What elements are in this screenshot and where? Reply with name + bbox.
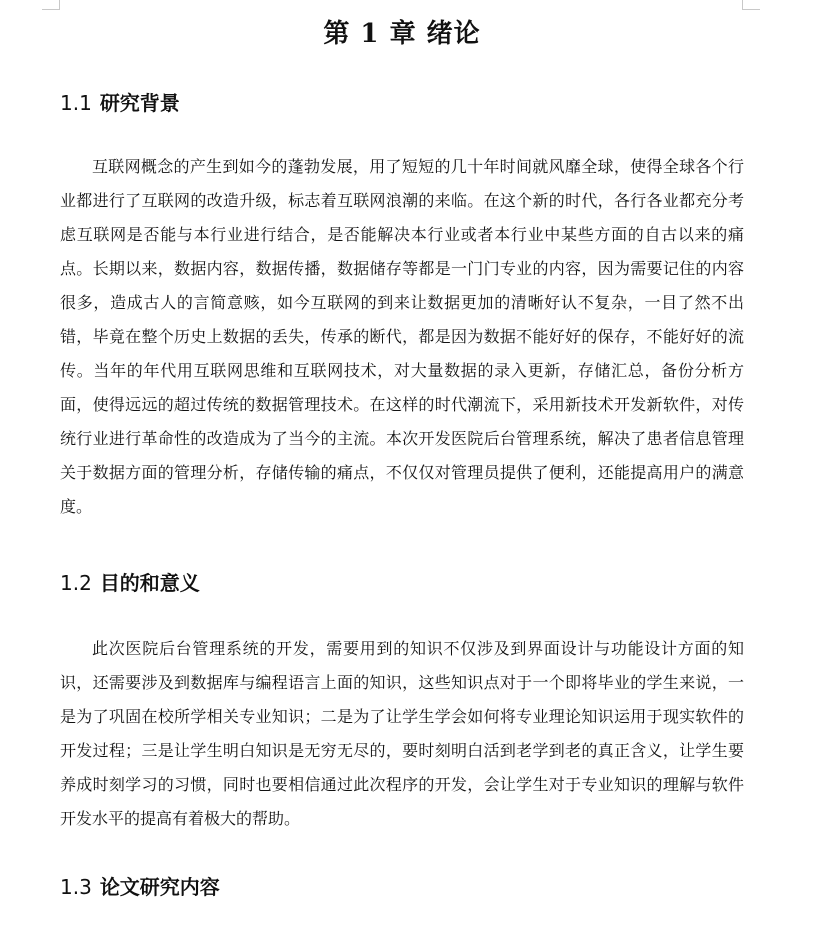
chapter-title: 第 1 章 绪论 [323, 19, 481, 49]
section-heading-purpose-significance [60, 568, 200, 598]
section-number: 1.3 [60, 875, 92, 899]
section-title: 论文研究内容 [99, 875, 220, 899]
section-title: 目的和意义 [99, 571, 200, 595]
page-corner-marker-right [742, 0, 760, 10]
section-number: 1.1 [60, 91, 92, 115]
section-title: 研究背景 [99, 91, 180, 115]
section-heading-research-content [60, 872, 220, 902]
section-number: 1.2 [60, 571, 92, 595]
purpose-significance-paragraph: 此次医院后台管理系统的开发，需要用到的知识不仅涉及到界面设计与功能设计方面的知识，还需要涉及到数据库与编程语言上面的知识，这些知识点对于一个即将毕业的学生来说，一是为了巩固在校所学相关专业知识；二是为了让学生学会如何将专业理论知识运用于现实软件的开发过程；三是让学生明白知识是无穷无尽的，要时刻明白活到老学到老的真正含义，让学生要养成时刻学习的习惯，同时也要相信通过此次程序的开发，会让学生对于专业知识的理解与软件开发水平的提高有着极大的帮助。 [60, 639, 744, 828]
page-corner-marker-left [42, 0, 60, 10]
research-background-paragraph: 互联网概念的产生到如今的蓬勃发展，用了短短的几十年时间就风靡全球，使得全球各个行业都进行了互联网的改造升级，标志着互联网浪潮的来临。在这个新的时代，各行各业都充分考虑互联网是否能与本行业进行结合，是否能解决本行业或者本行业中某些方面的自古以来的痛点。长期以来，数据内容，数据传播，数据储存等都是一门门专业的内容，因为需要记住的内容很多，造成古人的言简意赅，如今互联网的到来让数据更加的清晰好认不复杂，一目了然不出错，毕竟在整个历史上数据的丢失，传承的断代，都是因为数据不能好好的保存，不能好好的流传。当年的年代用互联网思维和互联网技术，对大量数据的录入更新，存储汇总，备份分析方面，使得远远的超过传统的数据管理技术。在这样的时代潮流下，采用新技术开发新软件，对传统行业进行革命性的改造成为了当今的主流。本次开发医院后台管理系统，解决了患者信息管理关于数据方面的管理分析，存储传输的痛点，不仅仅对管理员提供了便利，还能提高用户的满意度。 [60, 157, 744, 516]
section-heading-research-background [60, 88, 180, 118]
